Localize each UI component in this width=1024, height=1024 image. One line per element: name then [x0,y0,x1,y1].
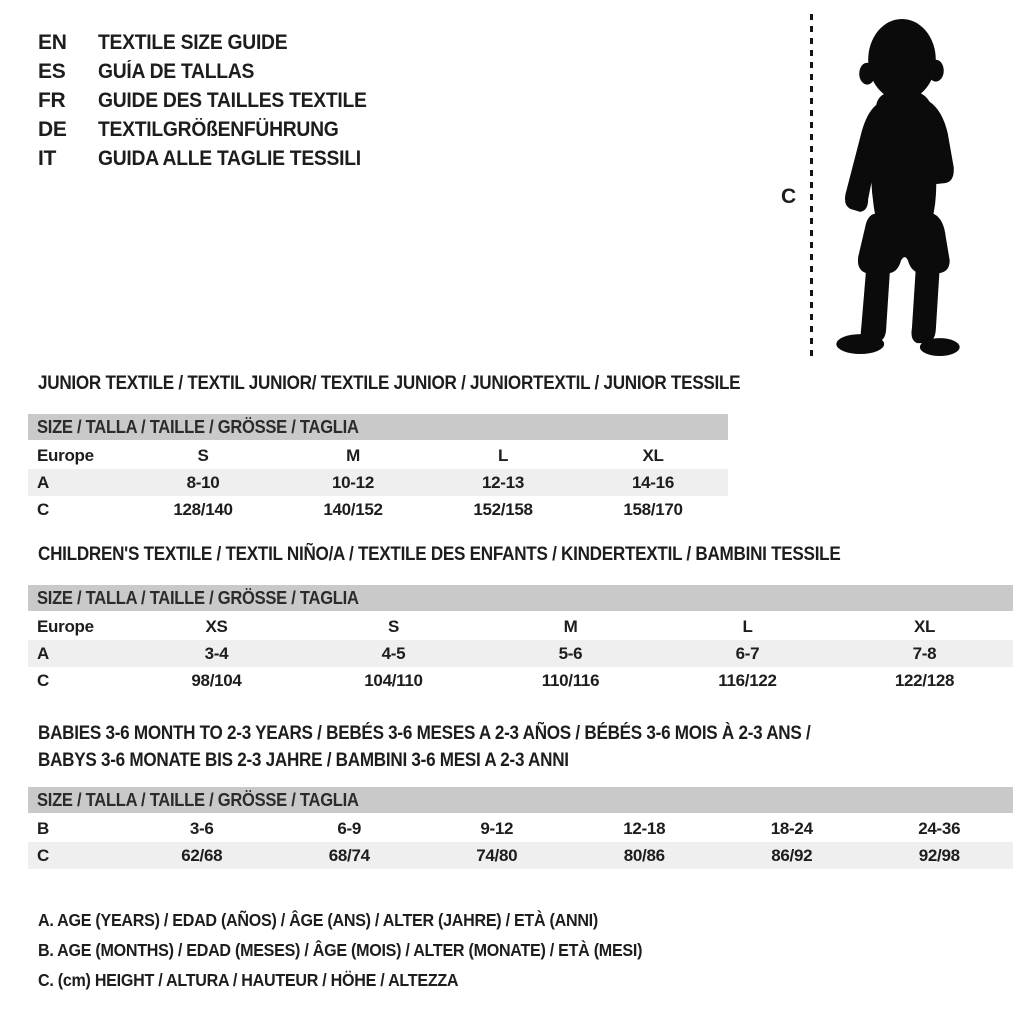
row-value: 122/128 [894,670,955,690]
row-label: C [37,670,49,690]
row-value: 9-12 [480,818,514,838]
table-row-c [28,496,728,523]
row-value: 8-10 [186,472,220,492]
row-value: 3-4 [204,643,229,663]
size-header-bar [28,585,1013,611]
row-label: Europe [37,616,94,636]
row-value: 92/98 [918,845,960,865]
row-value: 3-6 [189,818,214,838]
size-header-bar [28,787,1013,813]
row-value: 128/140 [173,499,233,519]
row-value: 68/74 [328,845,370,865]
row-value: 4-5 [381,643,406,663]
babies-table-title [38,720,1013,774]
row-value: 104/110 [364,670,423,690]
row-value: 158/170 [623,499,683,519]
table-title-line: CHILDREN'S TEXTILE / TEXTIL NIÑO/A / TEXTILE DES ENFANTS / KINDERTEXTIL / BAMBINI TESSILE [38,544,841,565]
size-header-text: SIZE / TALLA / TAILLE / GRÖSSE / TAGLIA [37,588,359,608]
language-row-it [38,144,390,173]
children-textile-section [28,541,1013,694]
guide-title: GUIDA ALLE TAGLIE TESSILI [98,147,361,170]
language-code: ES [38,60,66,83]
guide-title: TEXTILGRÖßENFÜHRUNG [98,118,339,141]
row-value: 12-18 [623,818,666,838]
footnote-c: C. (cm) HEIGHT / ALTURA / HAUTEUR / HÖHE / ALTEZZA [38,970,459,990]
junior-textile-section [28,370,741,523]
table-row-a [28,469,728,496]
row-value: 7-8 [912,643,937,663]
row-value: 10-12 [332,472,374,492]
row-value: L [742,616,753,636]
row-value: 80/86 [623,845,665,865]
table-row-a [28,640,1013,667]
babies-textile-section [28,720,1013,869]
row-value: 86/92 [771,845,813,865]
size-header-bar [28,414,728,440]
row-value: 98/104 [191,670,242,690]
row-value: 12-13 [482,472,524,492]
row-label: A [37,472,49,492]
footnote-a: A. AGE (YEARS) / EDAD (AÑOS) / ÂGE (ANS) / ALTER (JAHRE) / ETÀ (ANNI) [38,910,598,930]
language-row-de [38,115,390,144]
row-value: M [346,445,360,465]
table-row-c [28,667,1013,694]
footnotes [38,905,695,995]
table-row-europe [28,442,728,469]
size-header-text: SIZE / TALLA / TAILLE / GRÖSSE / TAGLIA [37,417,359,437]
table-row-europe [28,613,1013,640]
table-row-b [28,815,1013,842]
language-row-es [38,57,390,86]
row-value: XL [913,616,936,636]
row-value: XL [642,445,664,465]
footnote-b: B. AGE (MONTHS) / EDAD (MESES) / ÂGE (MOIS) / ALTER (MONATE) / ETÀ (MESI) [38,940,643,960]
junior-table-title [38,370,741,397]
height-measure-dotted-line [810,14,813,356]
row-value: 24-36 [918,818,961,838]
table-title-line: BABIES 3-6 MONTH TO 2-3 YEARS / BEBÉS 3-6 MESES A 2-3 AÑOS / BÉBÉS 3-6 MOIS À 2-3 ANS / [38,723,811,744]
children-table-title [38,541,1013,568]
row-value: 6-9 [337,818,362,838]
table-title-line: JUNIOR TEXTILE / TEXTIL JUNIOR/ TEXTILE JUNIOR / JUNIORTEXTIL / JUNIOR TESSILE [38,373,741,394]
row-value: 14-16 [632,472,674,492]
row-value: S [197,445,209,465]
guide-title: GUÍA DE TALLAS [98,60,255,83]
row-value: 74/80 [476,845,518,865]
row-value: 5-6 [558,643,583,663]
row-value: 6-7 [735,643,760,663]
table-row-c [28,842,1013,869]
row-value: S [387,616,400,636]
language-code: EN [38,31,67,54]
language-row-fr [38,86,390,115]
row-value: XS [205,616,228,636]
row-label: Europe [37,445,94,465]
row-value: M [563,616,578,636]
guide-title: GUIDE DES TAILLES TEXTILE [98,89,367,112]
row-value: 110/116 [541,670,600,690]
language-title-list [38,28,390,173]
language-code: FR [38,89,66,112]
row-label: B [37,818,49,838]
junior-table-rows [28,442,728,523]
language-row-en [38,28,390,57]
row-label: C [37,499,49,519]
guide-title: TEXTILE SIZE GUIDE [98,31,288,54]
row-value: 116/122 [718,670,777,690]
babies-table-rows [28,815,1013,869]
row-value: 18-24 [770,818,813,838]
row-value: 62/68 [181,845,223,865]
toddler-silhouette-icon [822,10,977,358]
row-value: 152/158 [473,499,533,519]
language-code: DE [38,118,67,141]
row-label: A [37,643,49,663]
height-measure-label: C [781,185,796,208]
row-value: 140/152 [323,499,383,519]
table-title-line: BABYS 3-6 MONATE BIS 2-3 JAHRE / BAMBINI 3-6 MESI A 2-3 ANNI [38,750,569,771]
language-code: IT [38,147,57,170]
row-label: C [37,845,49,865]
row-value: L [497,445,509,465]
children-table-rows [28,613,1013,694]
size-header-text: SIZE / TALLA / TAILLE / GRÖSSE / TAGLIA [37,790,359,810]
